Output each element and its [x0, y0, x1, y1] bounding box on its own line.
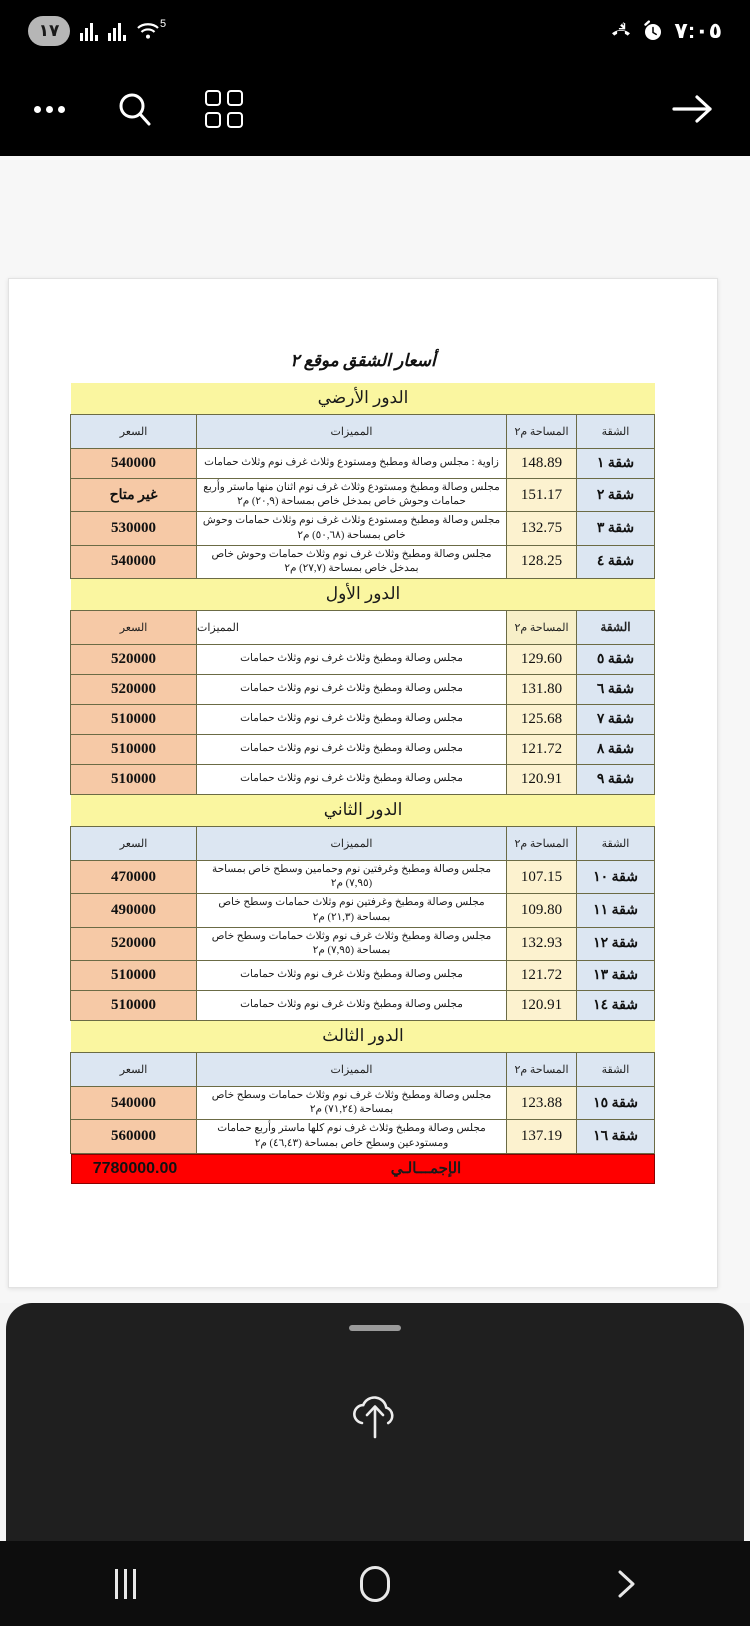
column-header-price: السعر — [71, 827, 197, 861]
table-row — [71, 735, 655, 765]
table-row — [71, 512, 655, 545]
cell-apartment: شقة ١ — [577, 449, 655, 479]
search-button[interactable] — [115, 89, 155, 129]
cell-area: 128.25 — [507, 545, 577, 578]
floor-price-table — [70, 414, 655, 579]
cell-apartment: شقة ١٥ — [577, 1087, 655, 1120]
cell-price: 540000 — [71, 545, 197, 578]
cell-area: 132.93 — [507, 927, 577, 960]
table-row — [71, 1087, 655, 1120]
column-header-price: السعر — [71, 611, 197, 645]
cell-price: 540000 — [71, 449, 197, 479]
table-header-row — [71, 827, 655, 861]
system-navigation-bar — [0, 1541, 750, 1626]
floor-price-table — [70, 1052, 655, 1154]
table-row — [71, 961, 655, 991]
wifi-generation-label: 5 — [160, 18, 167, 30]
document-page — [8, 278, 718, 1288]
cell-apartment: شقة ١٠ — [577, 861, 655, 894]
cell-features: مجلس وصالة ومطبخ وثلاث غرف نوم كلها ماستر وأربع حمامات ومستودعين وسطح خاص بمساحة (٤٦,٤٣) م٢ — [197, 1120, 507, 1153]
column-header-features: المميزات — [197, 611, 507, 645]
cell-area: 151.17 — [507, 479, 577, 512]
more-horizontal-icon — [34, 106, 65, 113]
price-tables — [71, 383, 655, 1184]
wifi-icon — [136, 21, 160, 41]
app-toolbar — [0, 62, 750, 156]
cell-apartment: شقة ١٢ — [577, 927, 655, 960]
sheet-drag-handle[interactable] — [349, 1325, 401, 1331]
page-title: أسعار الشقق موقع ٢ — [290, 351, 436, 370]
upload-action-button[interactable] — [345, 1391, 405, 1443]
column-header-area: المساحة م٢ — [507, 415, 577, 449]
cell-area: 121.72 — [507, 735, 577, 765]
cell-area: 123.88 — [507, 1087, 577, 1120]
cell-price: 520000 — [71, 675, 197, 705]
cell-area: 109.80 — [507, 894, 577, 927]
cell-apartment: شقة ٤ — [577, 545, 655, 578]
table-row — [71, 675, 655, 705]
home-button[interactable] — [315, 1566, 435, 1602]
forward-button[interactable] — [670, 92, 716, 126]
column-header-features: المميزات — [197, 1053, 507, 1087]
cell-price: 510000 — [71, 705, 197, 735]
column-header-area: المساحة م٢ — [507, 611, 577, 645]
cell-apartment: شقة ٩ — [577, 765, 655, 795]
cell-area: 132.75 — [507, 512, 577, 545]
grand-total-label: الإجمـــالـي — [390, 1161, 462, 1178]
table-row — [71, 861, 655, 894]
table-row — [71, 927, 655, 960]
cell-apartment: شقة ٧ — [577, 705, 655, 735]
cell-features: مجلس وصالة ومطبخ وثلاث غرف نوم وثلاث حمامات وسطح خاص بمساحة (٧١,٢٤) م٢ — [197, 1087, 507, 1120]
cell-price: 530000 — [71, 512, 197, 545]
cell-apartment: شقة ٨ — [577, 735, 655, 765]
cell-apartment: شقة ١٤ — [577, 991, 655, 1021]
floor-section-header: الدور الثالث — [71, 1021, 655, 1052]
cell-apartment: شقة ١٦ — [577, 1120, 655, 1153]
cell-price: 560000 — [71, 1120, 197, 1153]
signal-strength-icon-2 — [108, 21, 126, 41]
wifi-5g-icon — [136, 18, 167, 41]
status-bar-clock: ٧:٠٥ — [674, 18, 722, 43]
cell-apartment: شقة ٣ — [577, 512, 655, 545]
column-header-apartment: الشقة — [577, 1053, 655, 1087]
table-row — [71, 991, 655, 1021]
column-header-apartment: الشقة — [577, 415, 655, 449]
cell-features: مجلس وصالة ومطبخ وغرفتين نوم وثلاث حمامات وسطح خاص بمساحة (٢١,٣) م٢ — [197, 894, 507, 927]
column-header-apartment: الشقة — [577, 611, 655, 645]
cloud-upload-icon — [345, 1391, 405, 1443]
cell-apartment: شقة ٦ — [577, 675, 655, 705]
back-button[interactable] — [565, 1564, 685, 1604]
alarm-clock-icon — [642, 20, 664, 42]
grid-icon — [205, 90, 243, 128]
floor-section-header: الدور الثاني — [71, 795, 655, 826]
status-bar-right — [610, 18, 722, 44]
cell-features: مجلس وصالة ومطبخ وثلاث غرف نوم وثلاث حمامات — [197, 645, 507, 675]
cell-apartment: شقة ١١ — [577, 894, 655, 927]
cell-features: مجلس وصالة ومطبخ وثلاث غرف نوم وثلاث حمامات وسطح خاص بمساحة (٧,٩٥) م٢ — [197, 927, 507, 960]
column-header-apartment: الشقة — [577, 827, 655, 861]
table-header-row — [71, 1053, 655, 1087]
cell-area: 120.91 — [507, 765, 577, 795]
table-row — [71, 545, 655, 578]
cell-features: مجلس وصالة ومطبخ ومستودع وثلاث غرف نوم اثنان منها ماستر وأربع حمامات وحوش خاص بمدخل خاص بمساحة (٢٠,٩) م٢ — [197, 479, 507, 512]
table-row — [71, 449, 655, 479]
cell-price: 490000 — [71, 894, 197, 927]
floor-price-table — [70, 610, 655, 795]
cell-area: 137.19 — [507, 1120, 577, 1153]
cell-area: 125.68 — [507, 705, 577, 735]
cell-features: مجلس وصالة ومطبخ وثلاث غرف نوم وثلاث حمامات — [197, 735, 507, 765]
cell-features: مجلس وصالة ومطبخ وثلاث غرف نوم وثلاث حمامات — [197, 765, 507, 795]
cell-features: زاوية : مجلس وصالة ومطبخ ومستودع وثلاث غرف نوم وثلاث حمامات — [197, 449, 507, 479]
cell-area: 107.15 — [507, 861, 577, 894]
bottom-sheet[interactable] — [6, 1303, 744, 1541]
cell-features: مجلس وصالة ومطبخ وغرفتين نوم وحمامين وسطح خاص بمساحة (٧,٩٥) م٢ — [197, 861, 507, 894]
table-header-row — [71, 415, 655, 449]
cell-price: 510000 — [71, 961, 197, 991]
cell-area: 120.91 — [507, 991, 577, 1021]
cell-features: مجلس وصالة ومطبخ وثلاث غرف نوم وثلاث حمامات — [197, 705, 507, 735]
cell-area: 129.60 — [507, 645, 577, 675]
column-header-price: السعر — [71, 1053, 197, 1087]
table-row — [71, 894, 655, 927]
cell-features: مجلس وصالة ومطبخ ومستودع وثلاث غرف نوم وثلاث حمامات وحوش خاص بمساحة (٥٠,٦٨) م٢ — [197, 512, 507, 545]
cell-price: 510000 — [71, 735, 197, 765]
cell-price: 510000 — [71, 765, 197, 795]
table-row — [71, 1120, 655, 1153]
grand-total-value: 7780000.00 — [92, 1159, 178, 1177]
table-row — [71, 705, 655, 735]
more-options-button[interactable] — [34, 106, 65, 113]
back-icon — [610, 1564, 640, 1604]
home-icon — [360, 1566, 390, 1602]
table-row — [71, 765, 655, 795]
arrow-right-icon — [670, 92, 716, 126]
cell-apartment: شقة ٥ — [577, 645, 655, 675]
status-bar — [0, 0, 750, 62]
cell-features: مجلس وصالة ومطبخ وثلاث غرف نوم وثلاث حمامات — [197, 675, 507, 705]
cell-price: 520000 — [71, 927, 197, 960]
cell-area: 131.80 — [507, 675, 577, 705]
cell-price: 540000 — [71, 1087, 197, 1120]
cell-price: 510000 — [71, 991, 197, 1021]
cell-apartment: شقة ١٣ — [577, 961, 655, 991]
floor-section-header: الدور الأرضي — [71, 383, 655, 414]
cell-features: مجلس وصالة ومطبخ وثلاث غرف نوم وثلاث حمامات — [197, 991, 507, 1021]
table-header-row — [71, 611, 655, 645]
search-icon — [115, 89, 155, 129]
cell-apartment: شقة ٢ — [577, 479, 655, 512]
column-header-price: السعر — [71, 415, 197, 449]
column-header-area: المساحة م٢ — [507, 827, 577, 861]
table-row — [71, 479, 655, 512]
notification-count-badge: ١٧ — [28, 16, 70, 46]
signal-strength-icon-1 — [80, 21, 98, 41]
cell-features: مجلس وصالة ومطبخ وثلاث غرف نوم وثلاث حمامات وحوش خاص بمدخل خاص بمساحة (٢٧,٧) م٢ — [197, 545, 507, 578]
cell-area: 148.89 — [507, 449, 577, 479]
cell-price: 470000 — [71, 861, 197, 894]
cell-area: 121.72 — [507, 961, 577, 991]
floor-section-header: الدور الأول — [71, 579, 655, 610]
status-bar-left — [28, 16, 166, 46]
floor-price-table — [70, 826, 655, 1021]
document-viewer[interactable] — [0, 156, 750, 1303]
recents-icon — [115, 1569, 136, 1599]
column-header-features: المميزات — [197, 415, 507, 449]
cell-price: غير متاح — [71, 479, 197, 512]
grand-total-row — [71, 1154, 655, 1184]
toolbar-left-actions — [34, 89, 243, 129]
column-header-area: المساحة م٢ — [507, 1053, 577, 1087]
grid-view-button[interactable] — [205, 90, 243, 128]
table-row — [71, 645, 655, 675]
missed-call-icon — [610, 22, 632, 40]
cell-features: مجلس وصالة ومطبخ وثلاث غرف نوم وثلاث حمامات — [197, 961, 507, 991]
cell-price: 520000 — [71, 645, 197, 675]
column-header-features: المميزات — [197, 827, 507, 861]
recents-button[interactable] — [65, 1569, 185, 1599]
